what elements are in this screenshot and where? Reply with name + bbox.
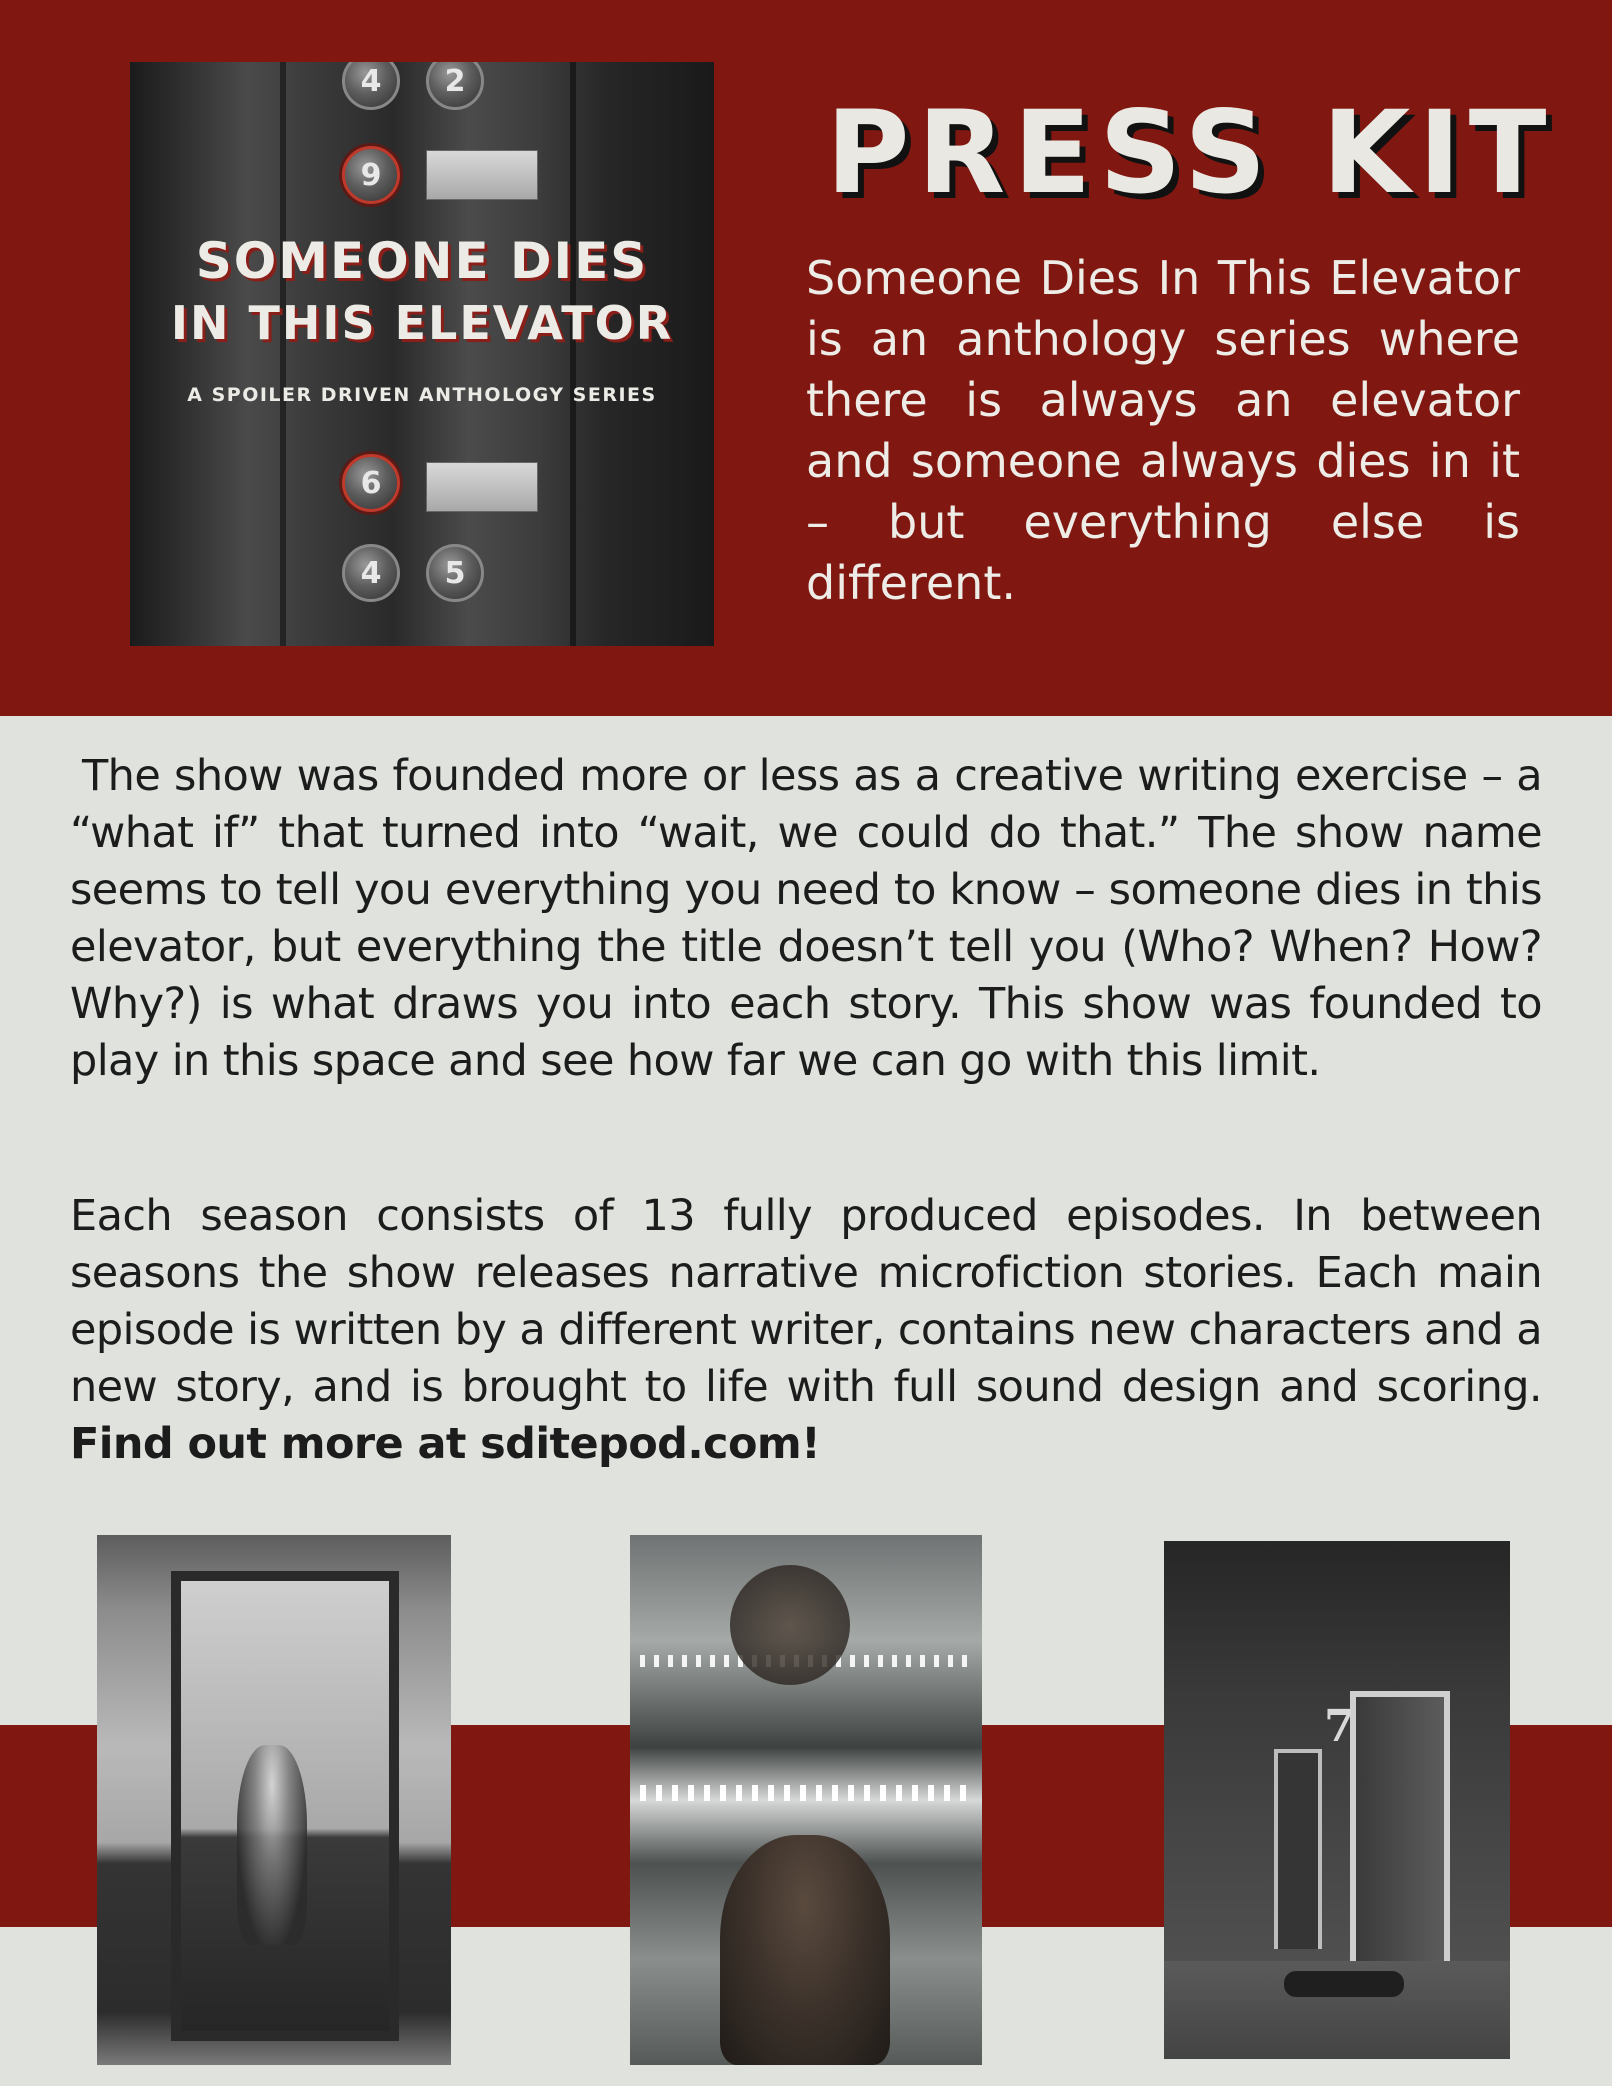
person-figure <box>237 1745 307 1945</box>
button-plate <box>426 462 538 512</box>
panel-seam <box>570 62 576 646</box>
person-figure <box>720 1835 890 2065</box>
body-paragraph-2-text: Each season consists of 13 fully produced episodes. In between seasons the show releases narrative microfiction stories. Each main episode is written by a different writer, contains new characters and a new story, and is brought to life with full sound design and scoring. <box>70 1191 1542 1412</box>
website-cta: Find out more at sditepod.com! <box>70 1419 821 1469</box>
cover-title-line2: IN THIS ELEVATOR <box>170 296 674 350</box>
elevator-button: 6 <box>342 454 400 512</box>
elevator-button: 4 <box>342 62 400 110</box>
elevator-button: 5 <box>426 544 484 602</box>
floor-number: 7 <box>1324 1701 1355 1752</box>
header-banner <box>0 0 1612 716</box>
elevator-photo-2 <box>630 1535 982 2065</box>
podcast-cover-art <box>130 62 714 646</box>
button-plate <box>426 150 538 200</box>
ceiling-lights <box>640 1785 970 1801</box>
elevator-button: 9 <box>342 146 400 204</box>
cover-subtitle: A SPOILER DRIVEN ANTHOLOGY SERIES <box>187 384 657 406</box>
cover-title-line1: SOMEONE DIES <box>195 232 649 290</box>
intro-text: Someone Dies In This Elevator is an anthology series where there is always an elevator and someone always dies in it – but everything else is different. <box>806 251 1520 610</box>
fallen-figure <box>1284 1971 1404 1997</box>
elevator-door <box>1350 1691 1450 1961</box>
reflected-figure <box>730 1565 850 1685</box>
elevator-button: 2 <box>426 62 484 110</box>
page-title: PRESS KIT <box>826 86 1555 219</box>
elevator-photo-1 <box>97 1535 451 2065</box>
elevator-button: 4 <box>342 544 400 602</box>
panel-seam <box>280 62 286 646</box>
body-paragraph-2 <box>70 1188 1542 1473</box>
elevator-photo-3 <box>1164 1541 1510 2059</box>
body-paragraph-1: The show was founded more or less as a creative writing exercise – a “what if” that turned into “wait, we could do that.” The show name seems to tell you everything you need to know – someone dies in this elevator, but everything the title doesn’t tell you (Who? When? How? Why?) is what draws you into each story. This show was founded to play in this space and see how far we can go with this limit. <box>70 751 1542 1086</box>
elevator-door <box>1274 1749 1322 1949</box>
